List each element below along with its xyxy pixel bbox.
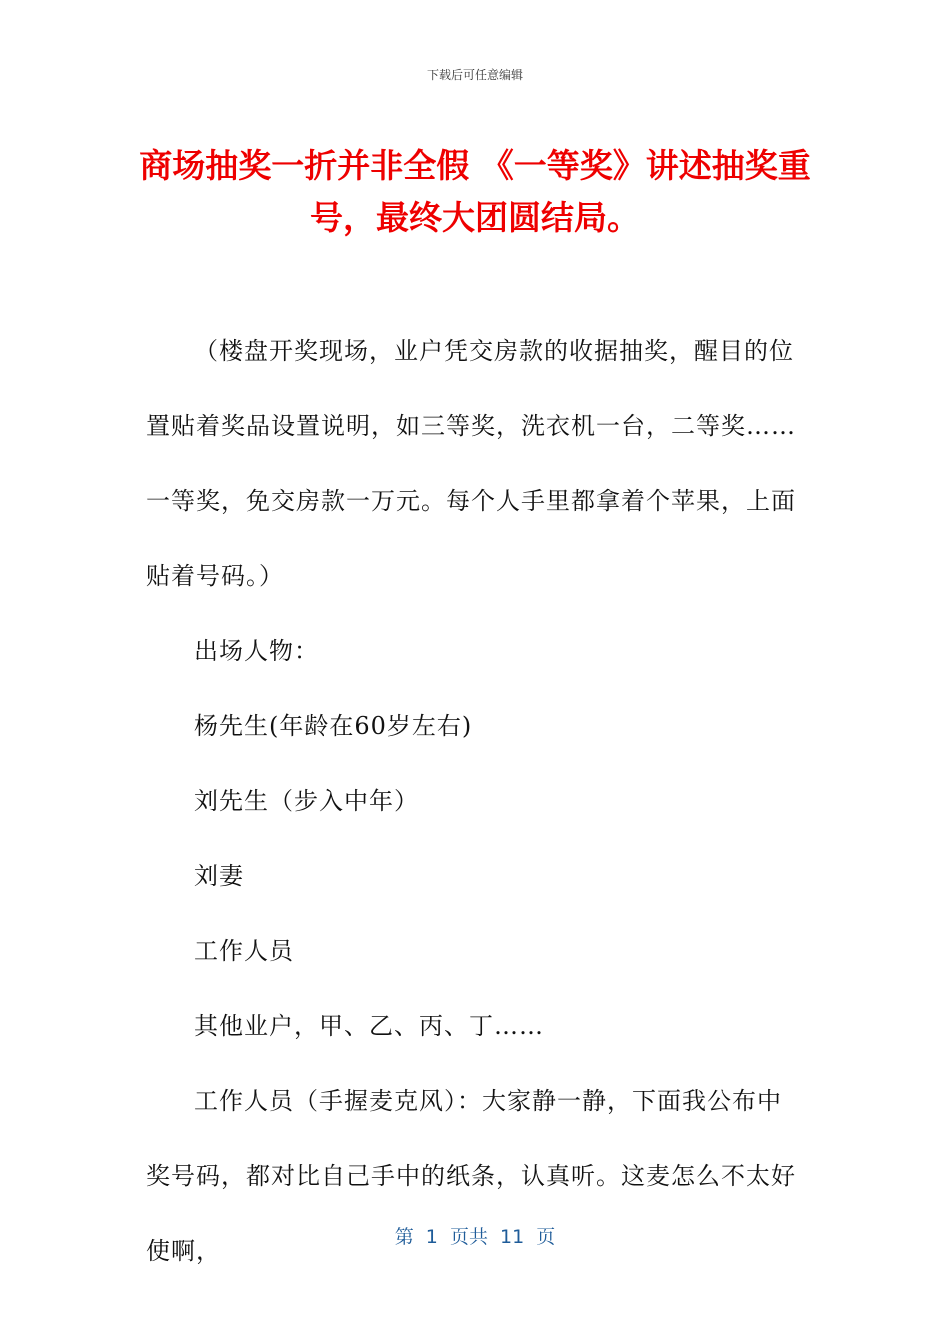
document-body bbox=[146, 314, 796, 1289]
paragraph-character-yang: 杨先生(年龄在60岁左右) bbox=[194, 712, 473, 740]
paragraph-character-liu: 刘先生（步入中年） bbox=[194, 787, 419, 815]
page-number-footer: 第 1 页共 11 页 bbox=[394, 1226, 556, 1248]
document-title: 商场抽奖一折并非全假 《一等奖》讲述抽奖重号，最终大团圆结局。 bbox=[139, 146, 811, 237]
paragraph-characters-heading: 出场人物： bbox=[194, 637, 319, 665]
paragraph-character-liu-wife: 刘妻 bbox=[194, 862, 244, 890]
paragraph-scene-description: （楼盘开奖现场，业户凭交房款的收据抽奖，醒目的位置贴着奖品设置说明，如三等奖，洗衣机一台，二等奖……一等奖，免交房款一万元。每个人手里都拿着个苹果，上面贴着号码。） bbox=[146, 337, 796, 590]
paragraph-character-others: 其他业户，甲、乙、丙、丁…… bbox=[194, 1012, 544, 1040]
header-note: 下载后可任意编辑 bbox=[426, 68, 523, 82]
paragraph-staff-dialogue: 工作人员（手握麦克风）：大家静一静，下面我公布中奖号码，都对比自己手中的纸条，认真听。这麦怎么不太好使啊， bbox=[146, 1087, 796, 1265]
paragraph-character-staff: 工作人员 bbox=[194, 937, 294, 965]
